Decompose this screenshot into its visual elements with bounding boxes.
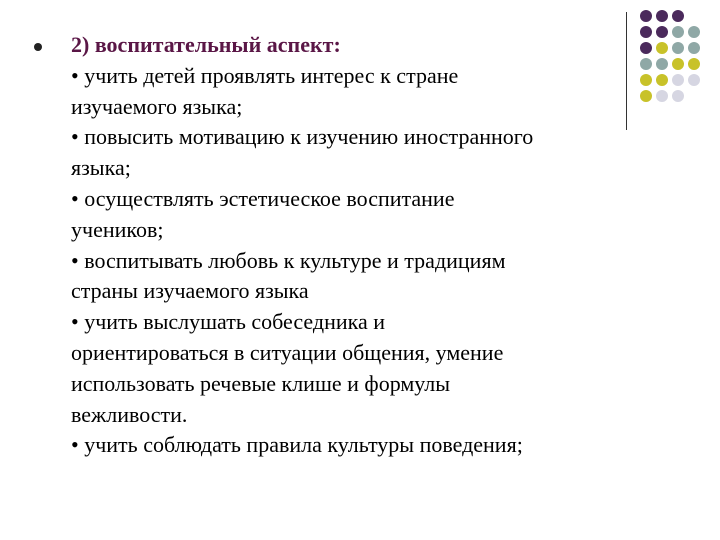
slide-content bbox=[71, 30, 671, 461]
decorative-dot bbox=[688, 42, 700, 54]
decorative-dot bbox=[688, 74, 700, 86]
content-line-6: учеников; bbox=[71, 216, 164, 242]
bullet-icon bbox=[34, 43, 42, 51]
decorative-dot bbox=[672, 26, 684, 38]
slide-heading: 2) воспитательный аспект: bbox=[71, 32, 341, 57]
decorative-dot bbox=[688, 26, 700, 38]
decorative-dot bbox=[672, 58, 684, 70]
decorative-dot bbox=[672, 74, 684, 86]
decorative-dot bbox=[672, 90, 684, 102]
decorative-dot bbox=[672, 42, 684, 54]
content-line-11: использовать речевые клише и формулы bbox=[71, 370, 451, 396]
content-line-5: • осуществлять эстетическое воспитание bbox=[71, 185, 455, 211]
content-line-12: вежливости. bbox=[71, 401, 188, 427]
content-line-2: изучаемого языка; bbox=[71, 93, 243, 119]
content-line-4: языка; bbox=[71, 155, 131, 181]
decorative-dot bbox=[640, 10, 652, 22]
content-line-10: ориентироваться в ситуации общения, умение bbox=[71, 339, 504, 365]
decorative-dot bbox=[672, 10, 684, 22]
decorative-dot bbox=[688, 58, 700, 70]
content-line-1: • учить детей проявлять интерес к стране bbox=[71, 62, 459, 88]
content-line-13: • учить соблюдать правила культуры поведения; bbox=[71, 432, 523, 458]
decorative-dot bbox=[656, 10, 668, 22]
content-line-7: • воспитывать любовь к культуре и традициям bbox=[71, 247, 506, 273]
content-line-8: страны изучаемого языка bbox=[71, 278, 309, 304]
content-line-9: • учить выслушать собеседника и bbox=[71, 309, 386, 335]
content-line-3: • повысить мотивацию к изучению иностранного bbox=[71, 124, 534, 150]
